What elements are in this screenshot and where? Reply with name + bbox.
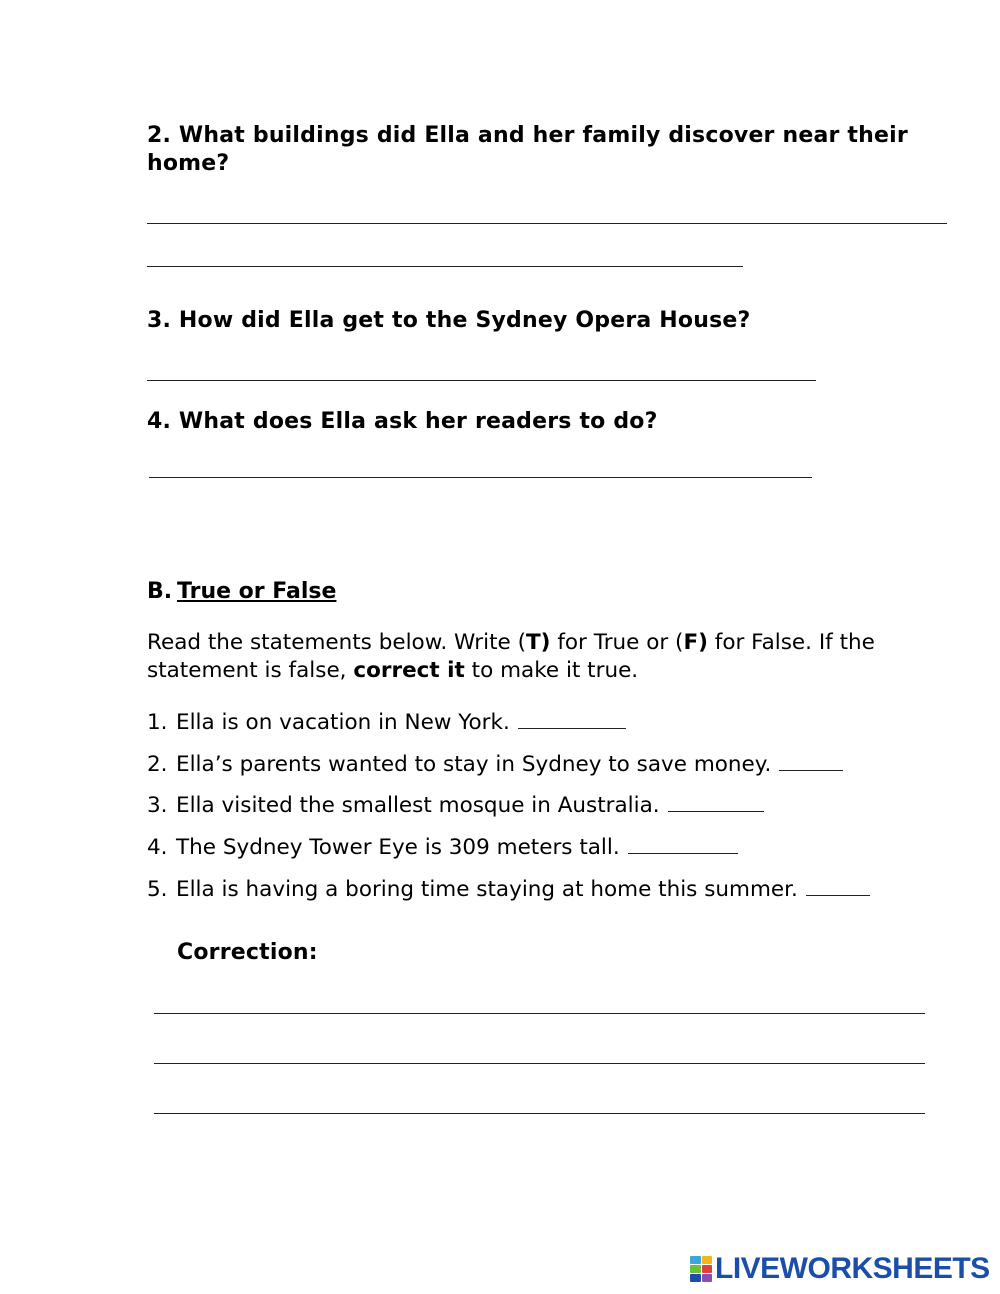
- statement-5: [147, 875, 870, 904]
- instr-part-1: Read the statements below. Write (: [147, 630, 526, 655]
- question-4: 4. What does Ella ask her readers to do?: [147, 409, 658, 434]
- statement-text: Ella visited the smallest mosque in Australia.: [176, 793, 660, 818]
- correction-line-2[interactable]: [154, 1063, 925, 1064]
- question-3: 3. How did Ella get to the Sydney Opera House?: [147, 308, 751, 333]
- statement-3: [147, 791, 764, 820]
- liveworksheets-logo: [690, 1254, 990, 1284]
- statement-number: 2.: [147, 752, 168, 777]
- answer-line-q2-1[interactable]: [147, 223, 947, 224]
- instr-correct-it: correct it: [353, 658, 465, 683]
- statement-number: 4.: [147, 835, 168, 860]
- answer-blank-3[interactable]: [668, 791, 764, 812]
- liveworksheets-logo-icon: [690, 1256, 712, 1282]
- correction-label: Correction:: [177, 940, 318, 965]
- instr-true-letter: T): [525, 630, 551, 655]
- answer-line-q4[interactable]: [149, 477, 812, 478]
- statement-text: The Sydney Tower Eye is 309 meters tall.: [176, 835, 620, 860]
- statement-text: Ella’s parents wanted to stay in Sydney to save money.: [176, 752, 772, 777]
- statement-2: [147, 750, 843, 779]
- answer-blank-1[interactable]: [518, 708, 626, 729]
- answer-line-q3[interactable]: [147, 380, 816, 381]
- statement-text: Ella is on vacation in New York.: [176, 710, 510, 735]
- answer-blank-2[interactable]: [779, 750, 843, 771]
- correction-line-1[interactable]: [154, 1013, 925, 1014]
- statement-number: 5.: [147, 877, 168, 902]
- instr-false-letter: F): [683, 630, 708, 655]
- section-b-number: B.: [147, 579, 173, 604]
- statement-text: Ella is having a boring time staying at home this summer.: [176, 877, 798, 902]
- instr-part-3: for False. If the statement is false,: [147, 630, 875, 683]
- liveworksheets-wordmark: LIVEWORKSHEETS: [715, 1252, 990, 1285]
- answer-blank-4[interactable]: [628, 833, 738, 854]
- statement-number: 3.: [147, 793, 168, 818]
- instr-part-4: to make it true.: [464, 658, 639, 683]
- section-b-title: True or False: [177, 579, 337, 604]
- statement-number: 1.: [147, 710, 168, 735]
- answer-line-q2-2[interactable]: [147, 266, 743, 267]
- section-b-heading: [147, 578, 336, 606]
- statement-1: [147, 708, 626, 737]
- instr-part-2: for True or (: [550, 630, 684, 655]
- correction-line-3[interactable]: [154, 1113, 925, 1114]
- question-2: 2. What buildings did Ella and her family discover near their home?: [147, 123, 908, 176]
- answer-blank-5[interactable]: [806, 875, 870, 896]
- section-b-instructions: [147, 629, 957, 685]
- statement-4: [147, 833, 738, 862]
